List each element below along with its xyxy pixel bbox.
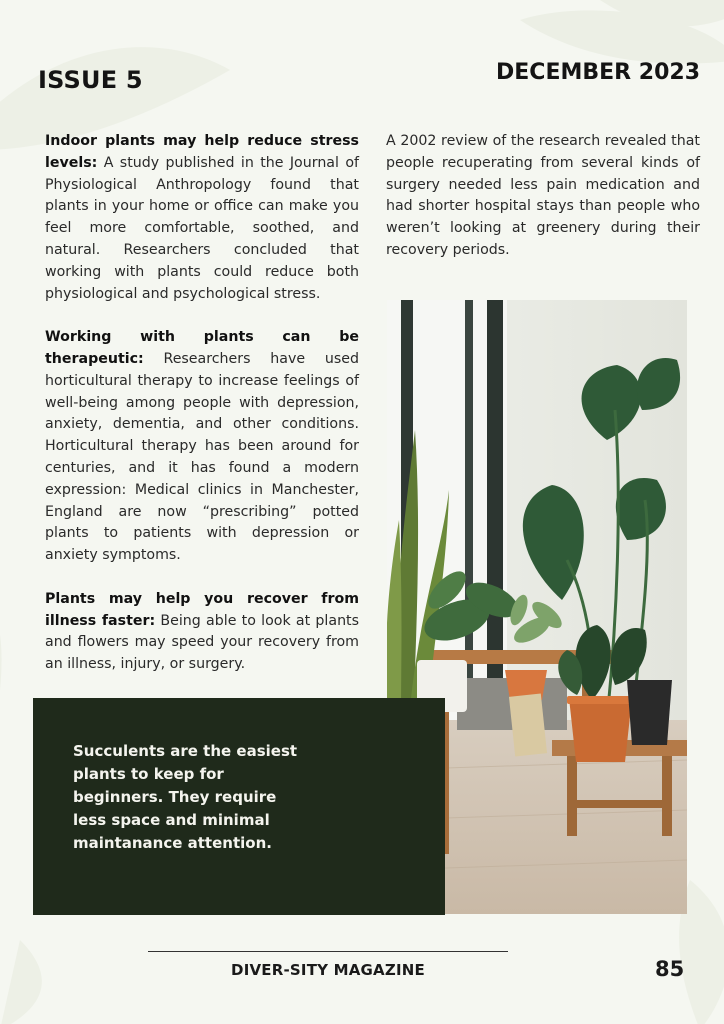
- paragraph-heading: Plants may help you recover from illness faster:: [45, 590, 359, 629]
- succulents-callout: [33, 698, 445, 915]
- page-number: 85: [655, 957, 685, 981]
- issue-date: DECEMBER 2023: [496, 60, 700, 85]
- issue-number: ISSUE 5: [38, 66, 143, 94]
- left-column: [45, 131, 359, 698]
- paragraph-body: Being able to look at plants and flowers may speed your recovery from an illness, injury, or surgery.: [45, 612, 360, 673]
- paragraph-stress: [45, 131, 359, 305]
- paragraph-body: A study published in the Journal of Physiological Anthropology found that plants in your home or office can make you feel more comfortable, soothed, and natural. Researchers concluded that working with plants could reduce both physiological and psychological stress.: [45, 154, 359, 302]
- paragraph-recovery: [45, 589, 359, 676]
- paragraph-review: A 2002 review of the research revealed that people recuperating from several kinds of surgery needed less pain medication and had shorter hospital stays than people who weren’t looking at greenery during their recovery periods.: [386, 133, 700, 258]
- footer-divider: [148, 951, 508, 952]
- paragraph-heading: Indoor plants may help reduce stress levels:: [45, 133, 359, 171]
- paragraph-heading: Working with plants can be therapeutic:: [45, 329, 359, 367]
- magazine-name: DIVER-SITY MAGAZINE: [231, 961, 425, 979]
- paragraph-therapeutic: [45, 327, 359, 567]
- paragraph-body: Researchers have used horticultural therapy to increase feelings of well-being among people with depression, anxiety, dementia, and other conditions. Horticultural therapy has been around for centuries, and it has found a modern expression: Medical clinics in Manchester, England are now “prescribing” potted plants to patients with depression or anxiety symptoms.: [45, 350, 359, 564]
- callout-text: Succulents are the easiest plants to keep for beginners. They require less space and minimal maintanance attention.: [73, 742, 298, 852]
- right-column: [386, 131, 700, 284]
